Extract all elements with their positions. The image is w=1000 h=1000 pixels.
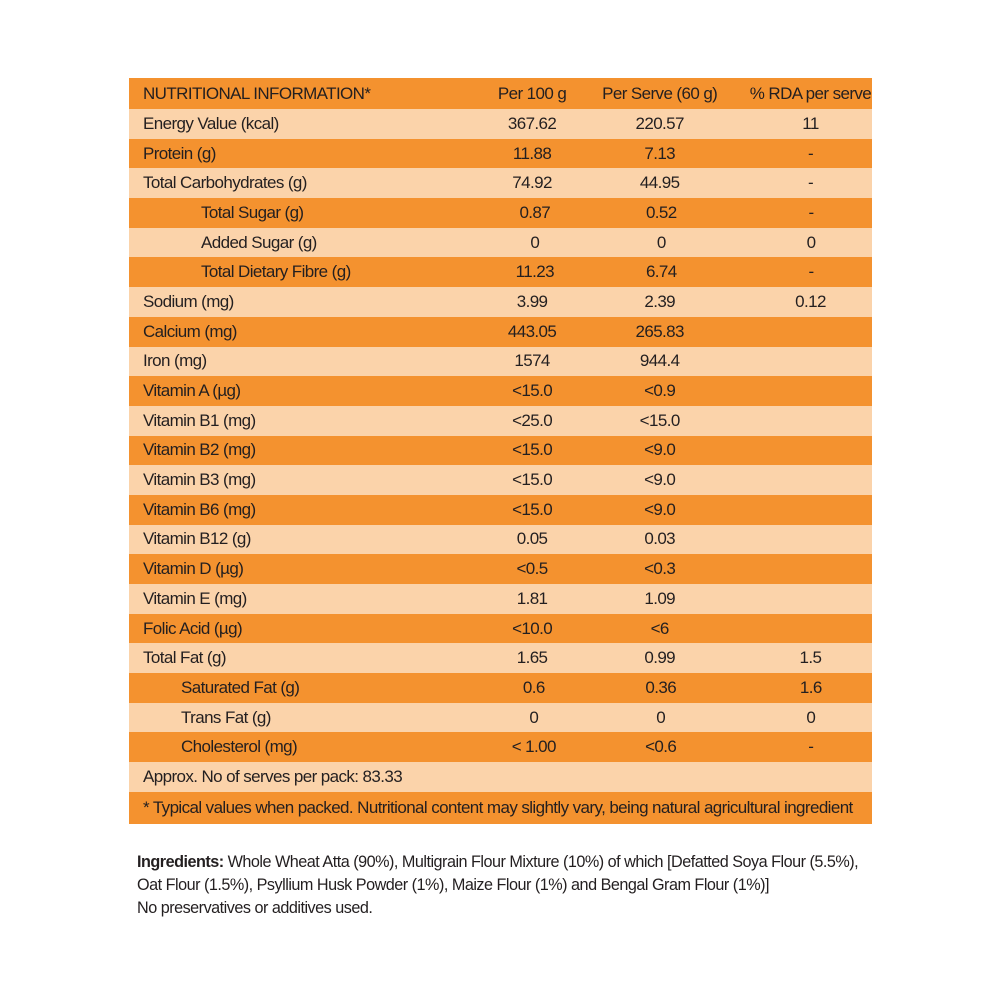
ingredients-text: Whole Wheat Atta (90%), Multigrain Flour Mixture (10%) of which [Defatted Soya Flour (5.5%), Oat Flour (1.5%), Psyllium Husk Powder (1%), Maize Flour (1%) and Bengal Gram Flour (1%)] — [137, 853, 859, 894]
value-per-serve: 0 — [656, 232, 666, 252]
value-per-serve: 1.09 — [644, 588, 676, 608]
table-row — [129, 406, 872, 436]
table-row — [129, 317, 872, 347]
nutrient-name: Total Carbohydrates (g) — [143, 173, 307, 193]
header-rda: % RDA per serve — [749, 83, 872, 103]
serves-note: Approx. No of serves per pack: 83.33 — [129, 762, 872, 792]
table-row — [129, 139, 872, 169]
header-per100: Per 100 g — [497, 83, 567, 103]
value-per-serve: <9.0 — [644, 440, 676, 460]
value-per-serve: 2.39 — [644, 291, 676, 311]
value-per-serve: 220.57 — [635, 113, 684, 133]
nutrient-name: Total Dietary Fibre (g) — [201, 262, 351, 282]
value-per100: <0.5 — [516, 559, 548, 579]
value-per100: 0 — [529, 707, 539, 727]
value-per100: 367.62 — [507, 113, 557, 133]
value-per-serve: 7.13 — [644, 143, 676, 163]
table-header — [129, 78, 872, 109]
nutrient-name: Folic Acid (µg) — [143, 618, 243, 638]
value-per100: <15.0 — [512, 470, 553, 490]
header-per-serve: Per Serve (60 g) — [602, 83, 718, 103]
value-per100: 1.65 — [516, 648, 548, 668]
table-row — [129, 109, 872, 139]
value-per-serve: <0.9 — [644, 381, 676, 401]
nutrient-name: Trans Fat (g) — [181, 707, 271, 727]
nutrient-name: Calcium (mg) — [143, 321, 237, 341]
table-row — [129, 168, 872, 198]
nutrient-name: Vitamin D (µg) — [143, 559, 244, 579]
nutrient-name: Vitamin B12 (g) — [143, 529, 251, 549]
nutrient-name: Vitamin E (mg) — [143, 588, 247, 608]
table-row — [129, 257, 872, 287]
table-row — [129, 436, 872, 466]
table-row — [129, 465, 872, 495]
value-per100: 0.87 — [519, 202, 551, 222]
value-per-serve: <9.0 — [644, 470, 676, 490]
value-per-serve: <0.6 — [645, 737, 677, 757]
header-name: NUTRITIONAL INFORMATION* — [143, 83, 371, 103]
value-per100: 11.88 — [512, 143, 552, 163]
value-rda: 11 — [802, 113, 819, 133]
value-per-serve: 0.36 — [645, 677, 677, 697]
nutrient-name: Total Fat (g) — [143, 648, 226, 668]
nutrient-name: Iron (mg) — [143, 351, 207, 371]
value-per100: < 1.00 — [511, 737, 556, 757]
value-per-serve: 6.74 — [645, 262, 677, 282]
value-rda: 0 — [806, 232, 816, 252]
value-rda: 1.6 — [799, 677, 822, 697]
value-per-serve: 944.4 — [639, 351, 680, 371]
nutrient-name: Saturated Fat (g) — [181, 677, 300, 697]
value-rda: - — [807, 173, 813, 193]
value-per-serve: 44.95 — [639, 173, 680, 193]
value-per100: <15.0 — [512, 499, 553, 519]
table-row — [129, 228, 872, 258]
value-per-serve: <9.0 — [644, 499, 676, 519]
value-per100: <15.0 — [512, 440, 553, 460]
table-row — [129, 643, 872, 673]
nutrient-name: Added Sugar (g) — [201, 232, 317, 252]
value-per-serve: 265.83 — [635, 321, 684, 341]
nutrient-name: Vitamin A (µg) — [143, 381, 241, 401]
nutrient-name: Cholesterol (mg) — [181, 737, 298, 757]
typical-values-note: * Typical values when packed. Nutritional content may slightly vary, being natural agricultural ingredient — [129, 792, 872, 824]
value-per100: 0.05 — [516, 529, 548, 549]
value-rda: 0.12 — [795, 291, 826, 311]
value-per100: <15.0 — [512, 381, 553, 401]
value-rda: - — [808, 202, 814, 222]
table-row — [129, 732, 872, 762]
table-row — [129, 198, 872, 228]
table-body — [129, 109, 872, 762]
value-per-serve: 0 — [656, 707, 666, 727]
value-per-serve: 0.03 — [644, 529, 676, 549]
value-per-serve: <6 — [650, 618, 669, 638]
value-per100: 1574 — [514, 351, 550, 371]
nutrient-name: Vitamin B2 (mg) — [143, 440, 256, 460]
value-per100: 11.23 — [515, 262, 554, 282]
value-per100: 3.99 — [516, 291, 548, 311]
table-row — [129, 495, 872, 525]
value-rda: 1.5 — [799, 648, 822, 668]
value-rda: - — [807, 143, 813, 163]
value-per-serve: <15.0 — [639, 410, 680, 430]
nutrient-name: Sodium (mg) — [143, 291, 234, 311]
nutrient-name: Total Sugar (g) — [201, 202, 304, 222]
value-per100: 74.92 — [512, 173, 552, 193]
table-row — [129, 376, 872, 406]
value-rda: 0 — [806, 707, 816, 727]
nutrient-name: Protein (g) — [143, 143, 216, 163]
table-row — [129, 584, 872, 614]
ingredients-note: No preservatives or additives used. — [137, 899, 373, 917]
table-row — [129, 287, 872, 317]
nutrition-table — [129, 78, 872, 824]
value-rda: - — [808, 262, 814, 282]
table-row — [129, 673, 872, 703]
table-row — [129, 525, 872, 555]
value-per100: 443.05 — [507, 321, 557, 341]
value-per100: 0.6 — [522, 677, 545, 697]
value-per100: <25.0 — [512, 410, 553, 430]
ingredients-label: Ingredients: — [137, 853, 224, 871]
value-per100: 0 — [530, 232, 540, 252]
ingredients-block — [137, 851, 877, 920]
nutrient-name: Energy Value (kcal) — [143, 113, 279, 133]
value-per-serve: 0.52 — [645, 202, 677, 222]
value-per-serve: <0.3 — [644, 559, 676, 579]
table-row — [129, 614, 872, 644]
nutrient-name: Vitamin B1 (mg) — [143, 410, 256, 430]
table-row — [129, 347, 872, 377]
table-row — [129, 703, 872, 733]
value-per100: <10.0 — [512, 618, 553, 638]
value-per100: 1.81 — [516, 588, 548, 608]
nutrient-name: Vitamin B3 (mg) — [143, 470, 256, 490]
value-per-serve: 0.99 — [644, 648, 676, 668]
nutrient-name: Vitamin B6 (mg) — [143, 499, 256, 519]
table-row — [129, 554, 872, 584]
value-rda: - — [808, 737, 814, 757]
